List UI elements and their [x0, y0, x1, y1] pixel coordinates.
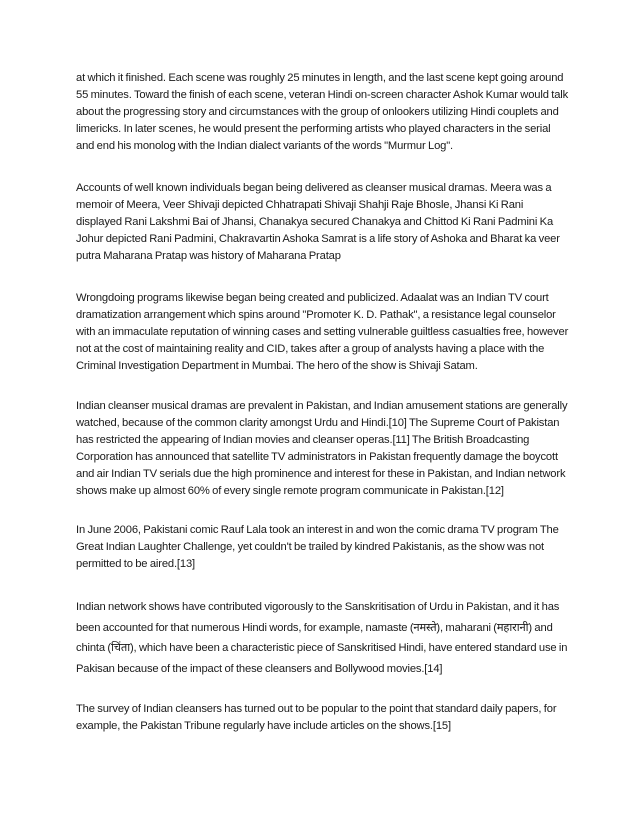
paragraph-ashok-kumar-narration: at which it finished. Each scene was roughly 25 minutes in length, and the last scene kept going around 55 minutes. Toward the finish of each scene, veteran Hindi on-screen character Ashok Kumar would talk about the progressing story and circumstances with the group of onlookers utilizing Hindi couplets and limericks. In later scenes, he would present the performing artists who played characters in the serial and end his monolog with the Indian dialect variants of the words "Murmur Log". [76, 72, 569, 152]
paragraph-biographical-dramas: Accounts of well known individuals began being delivered as cleanser musical dramas. Meera was a memoir of Meera, Veer Shivaji depicted Chhatrapati Shivaji Shahji Raje Bhosle, Jhansi Ki Rani displayed Rani Lakshmi Bai of Jhansi, Chanakya secured Chanakya and Chittod Ki Rani Padmini Ka Johur depicted Rani Padmini, Chakravartin Ashoka Samrat is a life story of Ashoka and Bharat ka veer putra Maharana Pratap was history of Maharana Pratap [76, 182, 560, 262]
paragraph-crime-programs: Wrongdoing programs likewise began being created and publicized. Adaalat was an Indian TV court dramatization arrangement which spins around "Promoter K. D. Pathak", a resistance legal counselor with an immaculate reputation of winning cases and setting vulnerable guiltless casualties free, however not at the cost of maintaining reality and CID, takes after a group of analysts having a place with the Criminal Investigation Department in Mumbai. The hero of the show is Shivaji Satam. [76, 292, 569, 372]
paragraph-sanskritisation: Indian network shows have contributed vigorously to the Sanskritisation of Urdu in Pakistan, and it has been accounted for that numerous Hindi words, for example, namaste (नमस्ते), maharani (महारानी) and chinta (चिंता), which have been a characteristic piece of Sanskritised Hindi, have entered standard use in Pakisan because of the impact of these cleansers and Bollywood movies.[14] [76, 601, 568, 675]
paragraph-rauf-lala: In June 2006, Pakistani comic Rauf Lala took an interest in and won the comic drama TV program The Great Indian Laughter Challenge, yet couldn't be trailed by kindred Pakistanis, as the show was not permitted to be aired.[13] [76, 524, 559, 570]
paragraph-pakistan-popularity: Indian cleanser musical dramas are prevalent in Pakistan, and Indian amusement stations are generally watched, because of the common clarity amongst Urdu and Hindi.[10] The Supreme Court of Pakistan has restricted the appearing of Indian movies and cleanser operas.[11] The British Broadcasting Corporation has announced that satellite TV administrators in Pakistan frequently damage the boycott and air Indian TV serials due the high prominence and interest for these in Pakistan, and Indian network shows make up almost 60% of every single remote program communicate in Pakistan.[12] [76, 400, 568, 497]
paragraph-newspaper-reviews: The survey of Indian cleansers has turned out to be popular to the point that standard daily papers, for example, the Pakistan Tribune regularly have include articles on the shows.[15] [76, 703, 557, 732]
